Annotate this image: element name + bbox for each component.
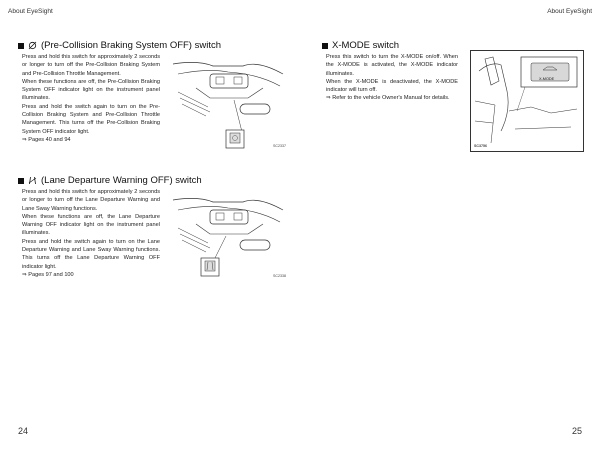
paragraph: When these functions are off, the Lane Departure Warning OFF indicator light on the instrument panel illuminates. (22, 213, 160, 237)
square-bullet-icon (322, 43, 328, 49)
page-number-right: 25 (571, 426, 582, 436)
header-right: About EyeSight (547, 8, 592, 15)
section-title-xmode (322, 40, 399, 51)
paragraph: Press and hold the switch again to turn on the Pre-Collision Braking System and Pre-Collision Throttle Management. This turns off the Pre-Collision Braking System OFF indicator light. (22, 103, 160, 135)
paragraph: When these functions are off, the Pre-Collision Braking System OFF indicator light on the instrument panel illuminates. (22, 78, 160, 102)
figure-ldw-switch (168, 188, 288, 288)
figure-code: SC2338 (273, 274, 286, 278)
figure-xmode-switch (470, 50, 584, 152)
section-body-pcb (22, 53, 160, 144)
paragraph: When the X-MODE is deactivated, the X-MODE indicator will turn off. (326, 78, 458, 94)
pre-collision-off-icon (28, 41, 37, 50)
section-body-xmode (326, 53, 458, 103)
paragraph: Press and hold this switch for approximately 2 seconds or longer to turn off the Lane Departure Warning and Lane Sway Warning functions. (22, 189, 160, 212)
header-left: About EyeSight (8, 8, 53, 15)
figure-code: SC2337 (273, 144, 286, 148)
page-number-left: 24 (18, 426, 29, 436)
page-reference: ⇒ Pages 40 and 94 (22, 136, 71, 143)
square-bullet-icon (18, 43, 24, 49)
section-title-text: (Pre-Collision Braking System OFF) switch (41, 40, 222, 51)
figure-pcb-switch (168, 52, 288, 152)
section-title-text: X-MODE switch (332, 40, 400, 51)
section-title-ldw (18, 175, 202, 186)
section-title-text: (Lane Departure Warning OFF) switch (41, 175, 202, 186)
page-reference: ⇒ Refer to the vehicle Owner's Manual for details. (326, 95, 450, 102)
page-reference: ⇒ Pages 97 and 100 (22, 271, 74, 278)
paragraph: Press this switch to turn the X-MODE on/off. When the X-MODE is activated, the X-MODE indicator illuminates. (326, 54, 458, 77)
paragraph: Press and hold this switch for approximately 2 seconds or longer to turn off the Pre-Collision Braking System and Pre-Collision Throttle Management. (22, 54, 160, 77)
lane-departure-off-icon (28, 176, 37, 185)
paragraph: Press and hold the switch again to turn on the Lane Departure Warning and Lane Sway Warning functions. This turns off the Lane Departure Warning OFF indicator light. (22, 238, 160, 270)
square-bullet-icon (18, 178, 24, 184)
figure-code: SC3756 (474, 144, 487, 148)
xmode-switch-label: X-MODE (539, 77, 555, 81)
section-title-pcb (18, 40, 221, 51)
section-body-ldw (22, 188, 160, 279)
